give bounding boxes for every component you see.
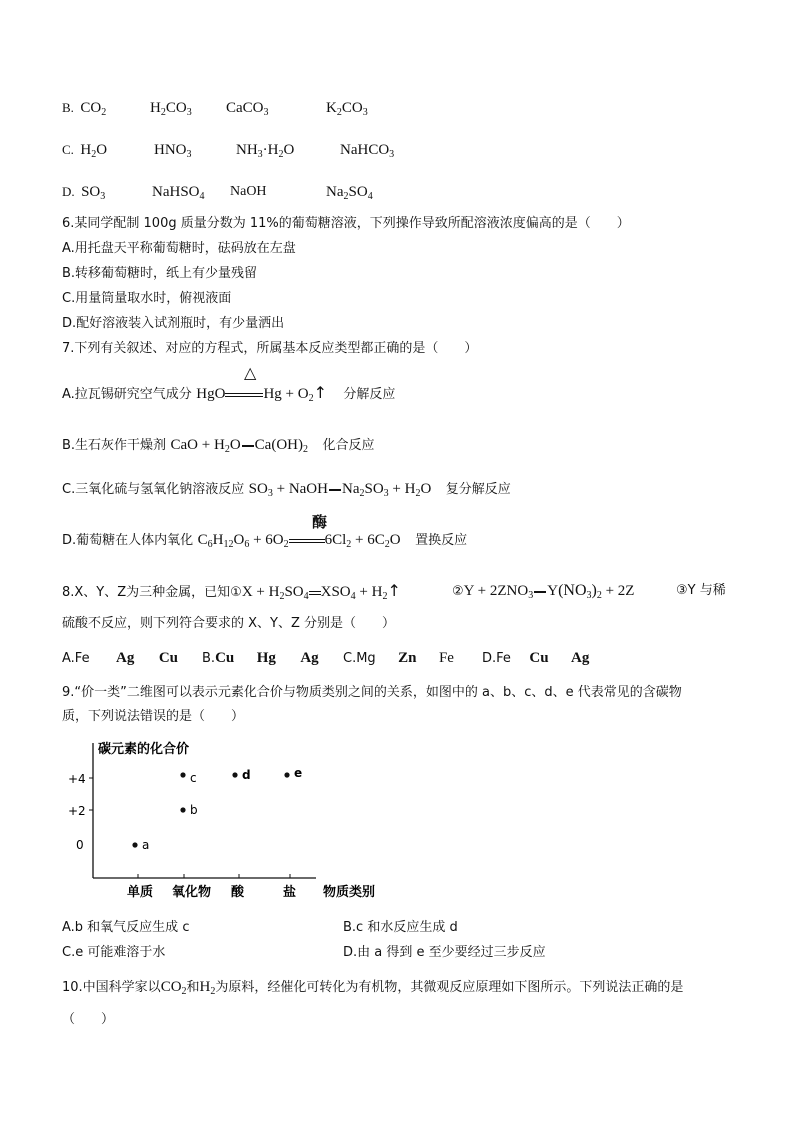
equation: $X + H_2SO_4$ $XSO_4$ + $H_2↑$: [241, 581, 401, 602]
x-tick-label: 氧化物: [172, 885, 212, 900]
equation: $Y + 2ZNO_3$ $Y(NO_3)_2 + 2Z$: [463, 582, 635, 601]
q8-option-a: A.Fe Ag Cu: [62, 650, 178, 666]
x-tick-label: 酸: [231, 885, 245, 900]
equation: $SO_3$ + NaOH $Na_2SO_3 + H_2O$: [248, 481, 432, 499]
enzyme-condition: 酶: [312, 513, 328, 531]
equation: HgO $Hg + O_2↑$: [196, 383, 327, 404]
formula: $Na_2SO_4$: [326, 184, 373, 202]
q9-stem-line2: 质，下列说法错误的是（ ）: [62, 709, 245, 724]
q7-option-b: B.生石灰作干燥剂 CaO + $H_2O$ $Ca(OH)_2$ 化合反应: [62, 437, 375, 455]
point-label: a: [142, 838, 150, 852]
formula: $HNO_3$: [154, 142, 192, 160]
point-b: [180, 807, 185, 812]
y-tick-label: +2: [68, 804, 86, 818]
q9-option-c: C.e 可能难溶于水: [62, 945, 166, 960]
q7-option-a: A.拉瓦锡研究空气成分 HgO $Hg + O_2↑$ 分解反应: [62, 383, 396, 404]
equation: CaO + $H_2O$ $Ca(OH)_2$: [170, 437, 308, 455]
q6-stem: 6.某同学配制 100g 质量分数为 11%的葡萄糖溶液，下列操作导致所配溶液浓度偏高的是（ ）: [62, 216, 630, 231]
point-a: [132, 842, 137, 847]
q9-option-b: B.c 和水反应生成 d: [343, 920, 458, 935]
q6-option-a: A.用托盘天平称葡萄糖时，砝码放在左盘: [62, 241, 296, 256]
formula: $H_2O$: [80, 142, 108, 160]
formula: CaCO$_3$: [226, 100, 269, 118]
point-e: [284, 772, 289, 777]
x-axis-label: 物质类别: [323, 885, 376, 900]
formula: $K_2CO_3$: [326, 100, 368, 118]
q5-option-c: C. $H_2O$: [62, 142, 108, 160]
formula: $H_2$: [199, 979, 216, 997]
y-tick-label: 0: [76, 838, 84, 852]
point-d: [232, 772, 237, 777]
point-label: b: [190, 803, 198, 817]
valence-class-diagram: [58, 735, 398, 905]
formula: NaOH: [230, 184, 267, 199]
q7-stem: 7.下列有关叙述、对应的方程式，所属基本反应类型都正确的是（ ）: [62, 341, 478, 356]
y-axis-label: 碳元素的化合价: [98, 742, 190, 757]
q7-option-d: D.葡萄糖在人体内氧化 $C_6H_{12}O_6 + 6O_2$ $6Cl_2 + 6C_2O$ 置换反应: [62, 532, 468, 550]
formula: NaHCO$_3$: [340, 142, 395, 160]
q8-stem-line1: 8.X、Y、Z为三种金属，已知①X + $H_2SO_4$ $XSO_4$ + $H_2↑$: [62, 581, 401, 602]
equation: $C_6H_{12}O_6 + 6O_2$ $6Cl_2 + 6C_2O$: [197, 532, 401, 550]
q9-stem-line1: 9.“价一类”二维图可以表示元素化合价与物质类别之间的关系，如图中的 a、b、c、d、e 代表常见的含碳物: [62, 685, 682, 700]
q6-option-c: C.用量筒量取水时，俯视液面: [62, 291, 232, 306]
formula: $NH_3\cdot H_2O$: [236, 142, 295, 160]
point-label: e: [294, 766, 303, 780]
q8-option-d: D.Fe Cu Ag: [482, 650, 590, 666]
q6-option-d: D.配好溶液装入试剂瓶时，有少量洒出: [62, 316, 285, 331]
q10-stem-line1: 10.中国科学家以$CO_2$和$H_2$为原料，经催化可转化为有机物，其微观反应原理如下图所示。下列说法正确的是: [62, 979, 684, 997]
q8-stem-line1b: ②Y + $2ZNO_3$ $Y(NO_3)_2 + 2Z$: [452, 582, 635, 601]
q7-option-c: C.三氧化硫与氢氧化钠溶液反应 $SO_3$ + NaOH $Na_2SO_3 + H_2O$ 复分解反应: [62, 481, 511, 499]
formula: $CO_2$: [80, 100, 107, 118]
point-c: [180, 772, 185, 777]
x-tick-label: 盐: [283, 885, 297, 900]
heat-condition: △: [244, 363, 257, 382]
formula: NaHSO$_4$: [152, 184, 205, 202]
y-tick-label: +4: [68, 772, 86, 786]
x-tick-label: 单质: [127, 885, 154, 900]
q8-stem-line2: 硫酸不反应，则下列符合要求的 X、Y、Z 分别是（ ）: [62, 616, 396, 631]
q9-option-d: D.由 a 得到 e 至少要经过三步反应: [343, 945, 546, 960]
q6-option-b: B.转移葡萄糖时，纸上有少量残留: [62, 266, 258, 281]
q5-option-b: B. $CO_2$: [62, 100, 107, 118]
q10-stem-line2: （ ）: [62, 1012, 115, 1027]
point-label: d: [242, 768, 251, 782]
q8-option-b: B.Cu Hg Ag: [202, 650, 319, 666]
formula: $SO_3$: [81, 184, 106, 202]
q8-option-c: C.Mg Zn Fe: [343, 650, 454, 666]
point-label: c: [190, 771, 197, 785]
q9-option-a: A.b 和氧气反应生成 c: [62, 920, 190, 935]
formula: $H_2CO_3$: [150, 100, 192, 118]
formula: $CO_2$: [160, 979, 187, 997]
q8-stem-line1c: ③Y 与稀: [676, 583, 726, 598]
q5-option-d: D. $SO_3$: [62, 184, 106, 202]
